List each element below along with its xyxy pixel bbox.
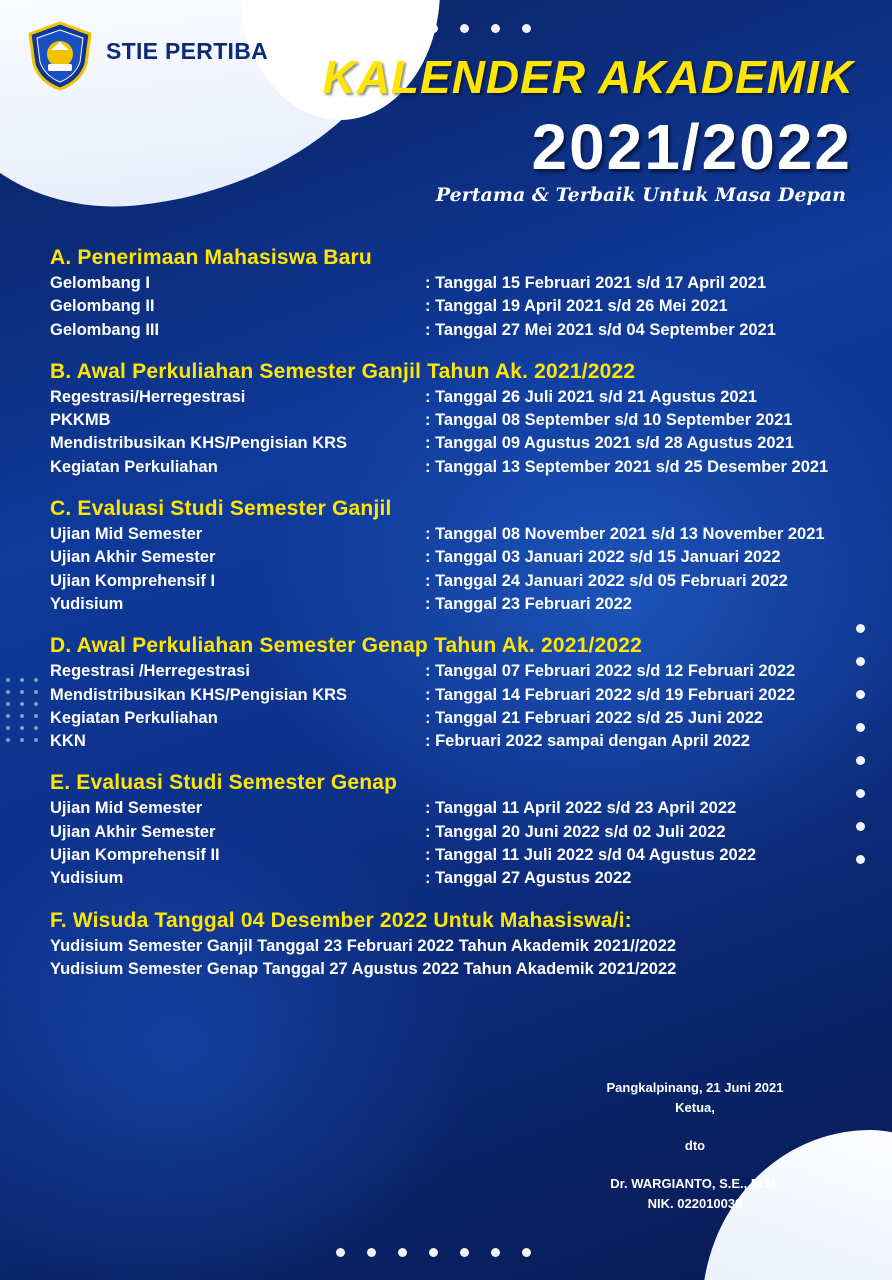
section-title: D. Awal Perkuliahan Semester Genap Tahun Ak. 2021/2022 xyxy=(50,634,643,658)
item-label: Mendistribusikan KHS/Pengisian KRS xyxy=(50,434,348,453)
item-label: Ujian Komprehensif I xyxy=(50,571,216,590)
item-value: : Tanggal 20 Juni 2022 s/d 02 Juli 2022 xyxy=(425,822,726,841)
signature-nik: NIK. 022010039 xyxy=(647,1196,743,1211)
section-title: F. Wisuda Tanggal 04 Desember 2022 Untuk Mahasiswa/i: xyxy=(50,908,632,932)
item-value: : Tanggal 11 April 2022 s/d 23 April 2022 xyxy=(425,799,737,818)
section-title: C. Evaluasi Studi Semester Ganjil xyxy=(50,497,392,521)
item-value: : Tanggal 14 Februari 2022 s/d 19 Februari 2022 xyxy=(425,685,796,704)
item-value: : Tanggal 08 November 2021 s/d 13 November 2021 xyxy=(425,525,825,544)
item-value: : Tanggal 27 Mei 2021 s/d 04 September 2021 xyxy=(425,320,776,339)
signature-place-date: Pangkalpinang, 21 Juni 2021 xyxy=(606,1080,784,1095)
signature-block xyxy=(580,1078,810,1214)
calendar-content xyxy=(50,244,850,997)
list-item xyxy=(50,593,850,616)
item-label: Kegiatan Perkuliahan xyxy=(50,457,218,476)
section-c xyxy=(50,495,850,616)
section-d xyxy=(50,632,850,753)
decorative-dot-grid xyxy=(6,678,40,742)
item-value: : Tanggal 07 Februari 2022 s/d 12 Februari 2022 xyxy=(425,662,796,681)
item-value: : Tanggal 15 Februari 2021 s/d 17 April 2021 xyxy=(425,274,767,292)
list-item xyxy=(50,295,850,318)
list-item xyxy=(50,432,850,455)
title-line2: 2021/2022 xyxy=(531,111,852,183)
list-item xyxy=(50,797,850,820)
item-value: : Tanggal 27 Agustus 2022 xyxy=(425,869,632,888)
item-label: KKN xyxy=(50,732,86,751)
item-label: Ujian Komprehensif II xyxy=(50,846,220,865)
item-value: : Tanggal 09 Agustus 2021 s/d 28 Agustus 2021 xyxy=(425,434,794,453)
item-label: PKKMB xyxy=(50,411,111,430)
item-value: : Tanggal 03 Januari 2022 s/d 15 Januari 2022 xyxy=(425,548,781,567)
item-value: : Tanggal 26 Juli 2021 s/d 21 Agustus 2021 xyxy=(425,387,757,406)
item-value: : Tanggal 21 Februari 2022 s/d 25 Juni 2022 xyxy=(425,708,764,727)
item-label: Ujian Akhir Semester xyxy=(50,822,216,841)
section-f xyxy=(50,907,850,982)
item-label: Ujian Akhir Semester xyxy=(50,548,216,567)
item-label: Regestrasi/Herregestrasi xyxy=(50,387,246,406)
list-item xyxy=(50,546,850,569)
list-item xyxy=(50,319,850,342)
item-value: : Tanggal 23 Februari 2022 xyxy=(425,594,632,613)
list-item xyxy=(50,386,850,409)
list-item xyxy=(50,821,850,844)
list-item xyxy=(50,660,850,683)
section-e xyxy=(50,769,850,890)
tagline: Pertama & Terbaik Untuk Masa Depan xyxy=(435,184,846,206)
signature-name: Dr. WARGIANTO, S.E., M.M. xyxy=(610,1176,780,1191)
signature-note: dto xyxy=(684,1138,706,1153)
list-item xyxy=(50,867,850,890)
item-label: Gelombang III xyxy=(50,320,160,339)
list-item xyxy=(50,272,850,295)
section-a xyxy=(50,244,850,342)
signature-position: Ketua, xyxy=(675,1100,715,1115)
list-item: Yudisium Semester Ganjil Tanggal 23 Februari 2022 Tahun Akademik 2021//2022 xyxy=(50,936,677,955)
list-item: Yudisium Semester Genap Tanggal 27 Agustus 2022 Tahun Akademik 2021/2022 xyxy=(50,959,677,978)
item-label: Ujian Mid Semester xyxy=(50,525,203,544)
list-item xyxy=(50,730,850,753)
section-title: A. Penerimaan Mahasiswa Baru xyxy=(50,246,372,269)
section-title: B. Awal Perkuliahan Semester Ganjil Tahun Ak. 2021/2022 xyxy=(50,359,636,383)
decorative-dots-top xyxy=(398,24,531,33)
institution-name: STIE PERTIBA xyxy=(106,37,269,64)
item-label: Gelombang I xyxy=(50,274,150,292)
logo-emblem-icon xyxy=(24,20,96,92)
item-label: Gelombang II xyxy=(50,297,155,316)
item-value: : Februari 2022 sampai dengan April 2022 xyxy=(425,732,750,751)
decorative-dots-bottom xyxy=(336,1248,531,1257)
item-label: Yudisium xyxy=(50,594,124,613)
item-label: Kegiatan Perkuliahan xyxy=(50,708,218,727)
item-label: Ujian Mid Semester xyxy=(50,799,203,818)
list-item xyxy=(50,523,850,546)
item-value: : Tanggal 19 April 2021 s/d 26 Mei 2021 xyxy=(425,297,728,316)
list-item xyxy=(50,844,850,867)
section-title: E. Evaluasi Studi Semester Genap xyxy=(50,771,398,795)
item-value: : Tanggal 08 September s/d 10 September 2021 xyxy=(425,411,793,430)
item-value: : Tanggal 13 September 2021 s/d 25 Desember 2021 xyxy=(425,457,829,476)
header-brand xyxy=(24,20,268,92)
decorative-dots-right xyxy=(856,624,865,864)
title-line1: KALENDER AKADEMIK xyxy=(322,51,854,103)
list-item xyxy=(50,707,850,730)
item-label: Yudisium xyxy=(50,869,124,888)
section-b xyxy=(50,358,850,479)
item-label: Regestrasi /Herregestrasi xyxy=(50,662,250,681)
list-item xyxy=(50,456,850,479)
item-value: : Tanggal 11 Juli 2022 s/d 04 Agustus 2022 xyxy=(425,846,757,865)
list-item xyxy=(50,570,850,593)
list-item xyxy=(50,409,850,432)
item-label: Mendistribusikan KHS/Pengisian KRS xyxy=(50,685,348,704)
list-item xyxy=(50,684,850,707)
item-value: : Tanggal 24 Januari 2022 s/d 05 Februari 2022 xyxy=(425,571,788,590)
